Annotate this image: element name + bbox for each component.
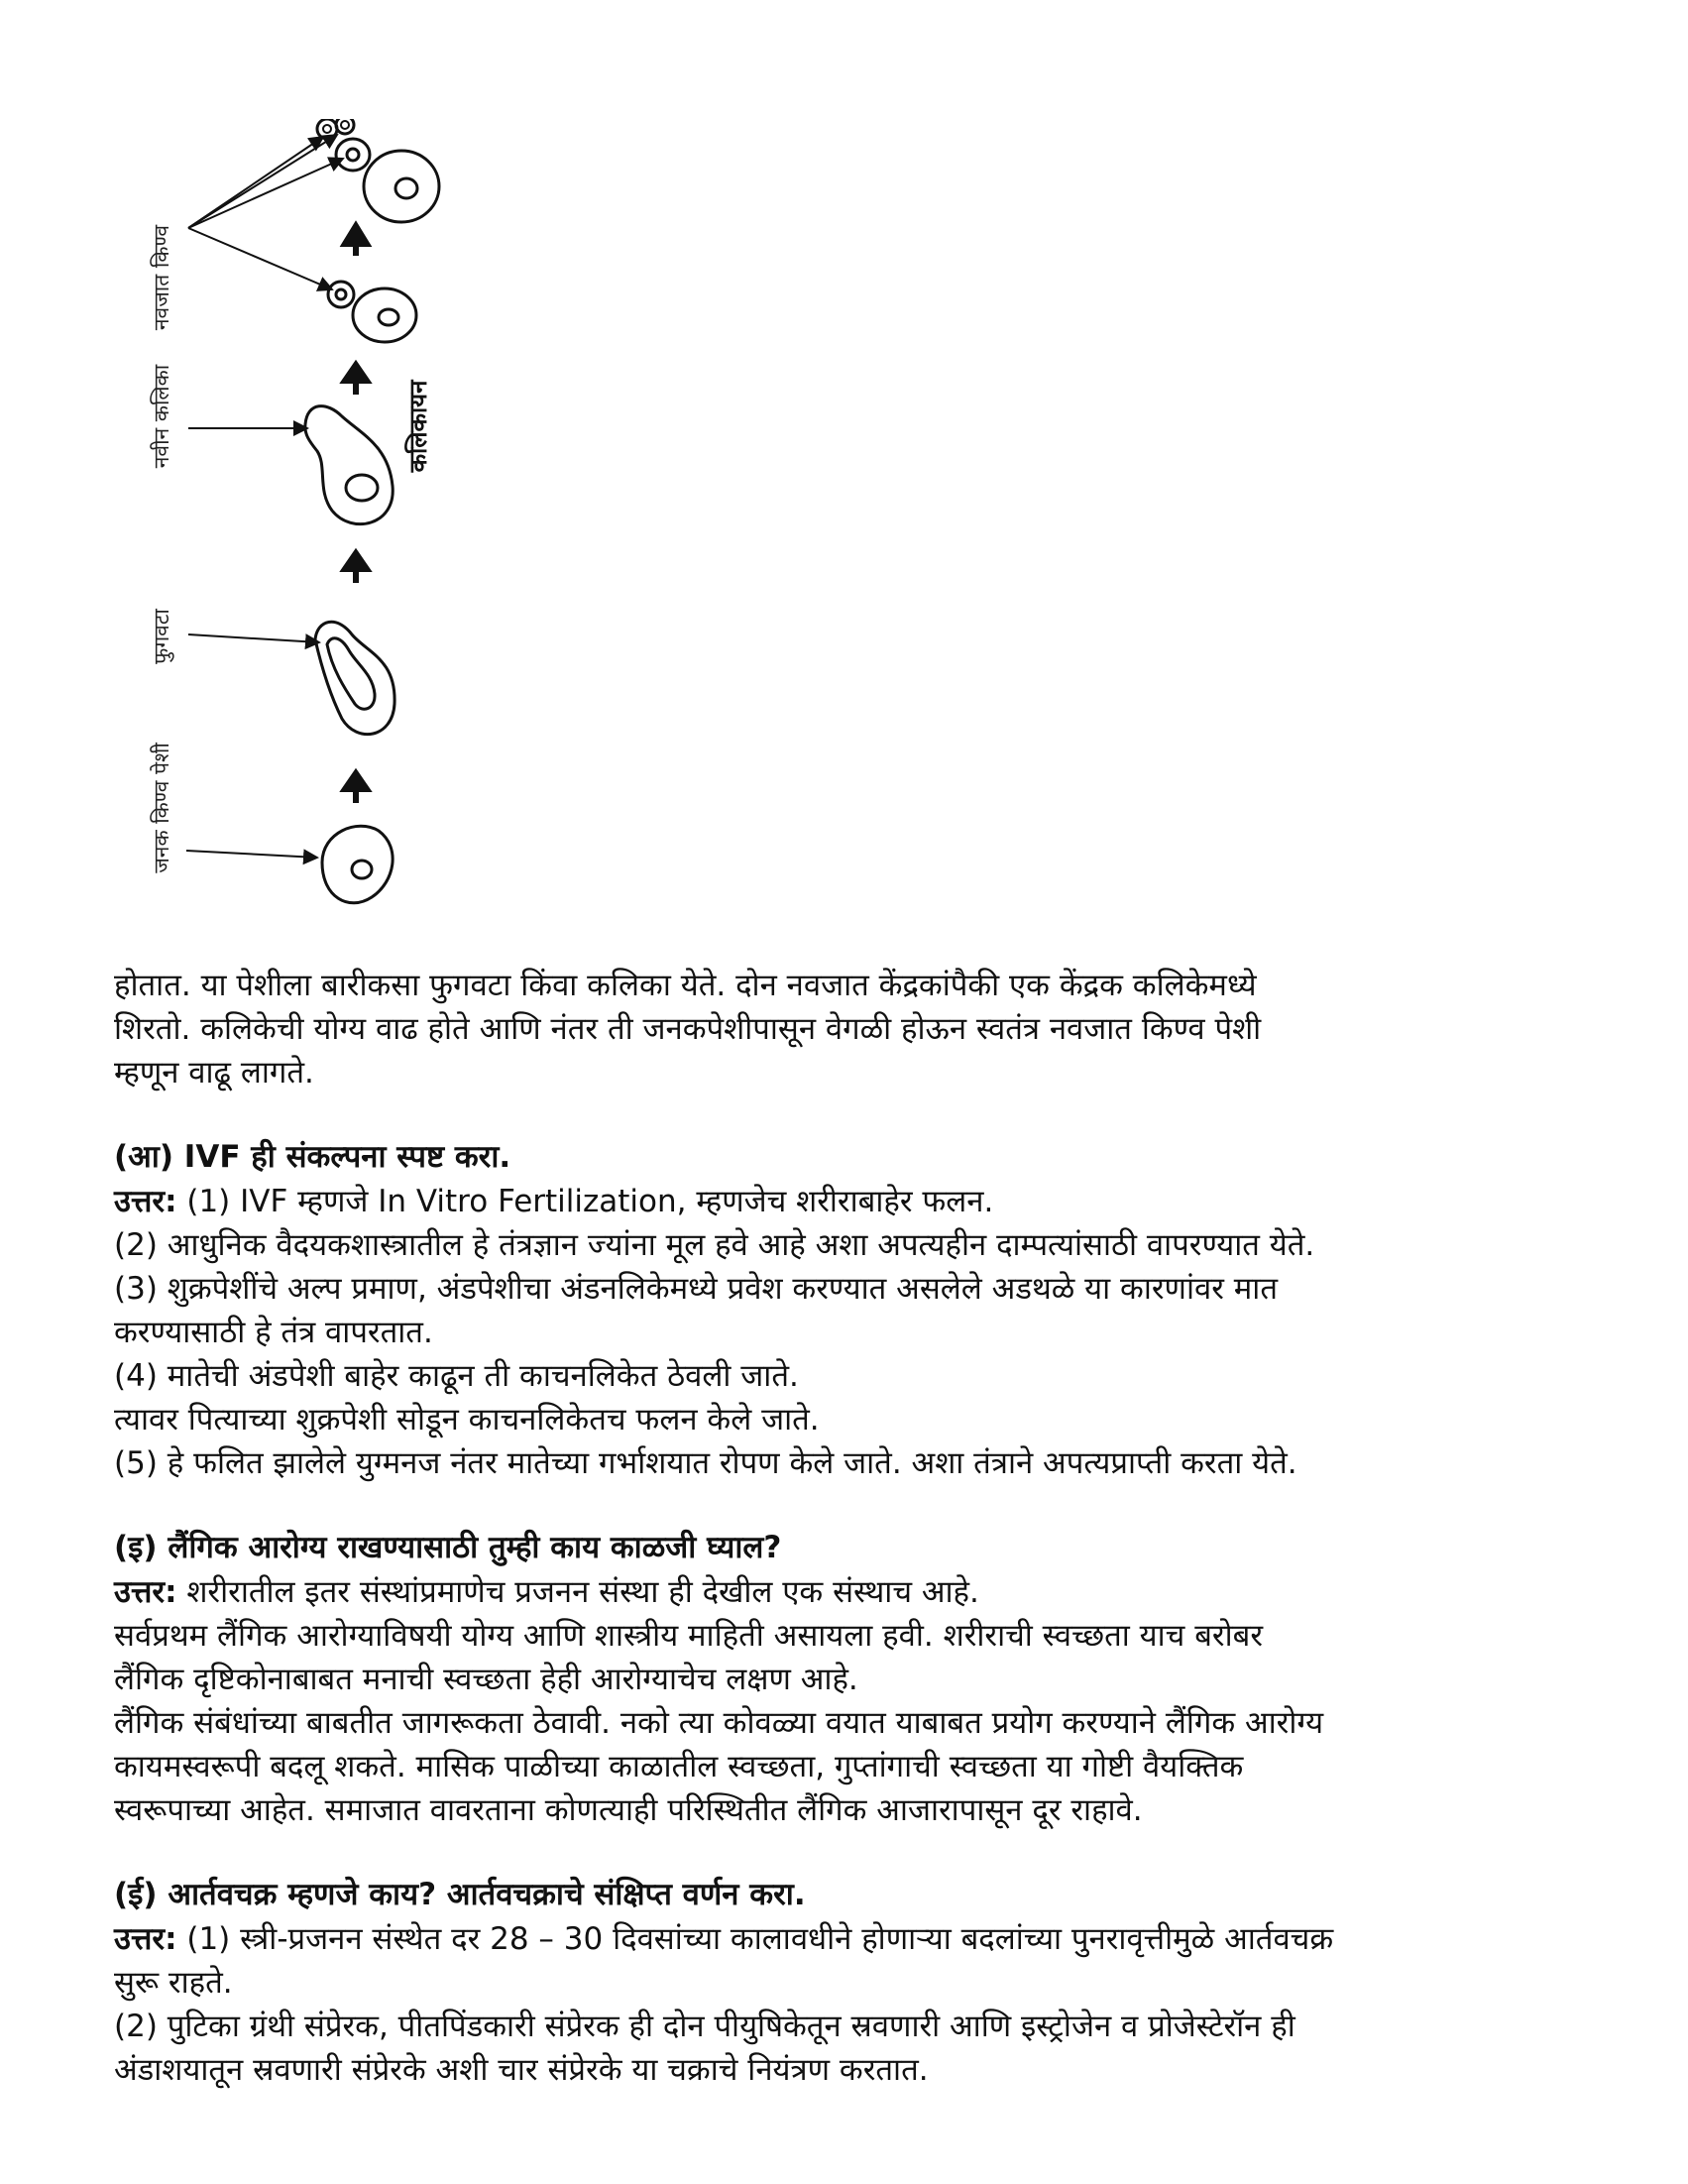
- answer-line: सुरू राहते.: [114, 1965, 233, 2001]
- answer-line: (5) हे फलित झालेले युग्मनज नंतर मातेच्या गर्भाशयात रोपण केले जाते. अशा तंत्राने अपत्यप्राप्ती करता येते.: [114, 1445, 1297, 1481]
- truncated-text-edge: [114, 2100, 1204, 2106]
- section-sexual-health: [114, 1525, 1591, 1832]
- intro-line: शिरतो. कलिकेची योग्य वाढ होते आणि नंतर ती जनकपेशीपासून वेगळी होऊन स्वतंत्र नवजात किण्व पेशी: [114, 1011, 1262, 1047]
- up-arrow-2: [345, 553, 367, 583]
- intro-paragraph: [114, 964, 1591, 1094]
- answer-text: (1) स्त्री-प्रजनन संस्थेत दर 28 – 30 दिवसांच्या कालावधीने होणाऱ्या बदलांच्या पुनरावृत्तीमुळे आर्तवचक्र: [176, 1921, 1334, 1957]
- answer-line: [114, 1917, 1591, 1961]
- answer-line: स्वरूपाच्या आहेत. समाजात वावरताना कोणत्याही परिस्थितीत लैंगिक आजारापासून दूर राहावे.: [114, 1792, 1143, 1828]
- label-new-bud: नवीन कलिका: [150, 364, 173, 469]
- answer-line: लैंगिक संबंधांच्या बाबतीत जागरूकता ठेवावी. नको त्या कोवळ्या वयात याबाबत प्रयोग करण्याने लैंगिक आरोग्य: [114, 1705, 1324, 1741]
- label-new-buds: नवजात किण्व: [150, 224, 173, 331]
- answer-label: उत्तर:: [114, 1921, 177, 1957]
- answer-line: लैंगिक दृष्टिकोनाबाबत मनाची स्वच्छता हेही आरोग्याचेच लक्षण आहे.: [114, 1662, 858, 1697]
- question-heading: (ई) आर्तवचक्र म्हणजे काय? आर्तवचक्राचे संक्षिप्त वर्णन करा.: [114, 1877, 806, 1912]
- new-bud-cell-shape: [188, 406, 393, 524]
- up-arrow-3: [345, 365, 367, 395]
- section-ivf: [114, 1134, 1591, 1485]
- answer-line: (3) शुक्रपेशींचे अल्प प्रमाण, अंडपेशीचा अंडनलिकेमध्ये प्रवेश करण्यात असलेले अडथळे या कारणांवर मात: [114, 1271, 1278, 1307]
- answer-line: [114, 1570, 1591, 1614]
- budding-diagram: [129, 119, 456, 952]
- answer-line: त्यावर पित्याच्या शुक्रपेशी सोडून काचनलिकेतच फलन केले जाते.: [114, 1402, 820, 1437]
- bulge-cell-shape: [188, 622, 394, 734]
- answer-line: [114, 1180, 1591, 1223]
- answer-line: (2) पुटिका ग्रंथी संप्रेरक, पीतपिंडकारी संप्रेरक ही दोन पीयुषिकेतून स्रवणारी आणि इस्ट्रोजेन व प्रोजेस्टेरॉन ही: [114, 2009, 1295, 2044]
- label-budding-title: कलिकायन: [404, 380, 432, 473]
- budding-diagram-svg: [129, 119, 456, 952]
- label-parent-cell: जनक किण्व पेशी: [150, 743, 173, 873]
- up-arrow-4: [345, 226, 367, 256]
- answer-text: (1) IVF म्हणजे In Vitro Fertilization, म्हणजेच शरीराबाहेर फलन.: [176, 1184, 994, 1219]
- section-menstrual-cycle: [114, 1872, 1591, 2092]
- new-buds-shape: [188, 119, 439, 342]
- main-text: [114, 964, 1591, 2092]
- question-heading: (आ) IVF ही संकल्पना स्पष्ट करा.: [114, 1139, 511, 1175]
- answer-line: कायमस्वरूपी बदलू शकते. मासिक पाळीच्या काळातील स्वच्छता, गुप्तांगाची स्वच्छता या गोष्टी वैयक्तिक: [114, 1749, 1244, 1784]
- answer-line: सर्वप्रथम लैंगिक आरोग्याविषयी योग्य आणि शास्त्रीय माहिती असायला हवी. शरीराची स्वच्छता याच बरोबर: [114, 1618, 1264, 1654]
- answer-label: उत्तर:: [114, 1574, 177, 1610]
- intro-line: म्हणून वाढू लागते.: [114, 1055, 314, 1091]
- intro-line: होतात. या पेशीला बारीकसा फुगवटा किंवा कलिका येते. दोन नवजात केंद्रकांपैकी एक केंद्रक कलिकेमध्ये: [114, 968, 1257, 1003]
- up-arrow-1: [345, 773, 367, 803]
- answer-line: करण्यासाठी हे तंत्र वापरतात.: [114, 1315, 433, 1350]
- label-bulge: फुगवटा: [150, 609, 173, 664]
- answer-line: (2) आधुनिक वैदयकशास्त्रातील हे तंत्रज्ञान ज्यांना मूल हवे आहे अशा अपत्यहीन दाम्पत्यांसाठी वापरण्यात येते.: [114, 1227, 1315, 1263]
- answer-text: शरीरातील इतर संस्थांप्रमाणेच प्रजनन संस्था ही देखील एक संस्थाच आहे.: [176, 1574, 979, 1610]
- answer-line: (4) मातेची अंडपेशी बाहेर काढून ती काचनलिकेत ठेवली जाते.: [114, 1358, 799, 1394]
- parent-cell-shape: [186, 826, 393, 902]
- answer-line: अंडाशयातून स्रवणारी संप्रेरके अशी चार संप्रेरके या चक्राचे नियंत्रण करतात.: [114, 2052, 929, 2088]
- question-heading: (इ) लैंगिक आरोग्य राखण्यासाठी तुम्ही काय काळजी घ्याल?: [114, 1530, 782, 1565]
- answer-label: उत्तर:: [114, 1184, 177, 1219]
